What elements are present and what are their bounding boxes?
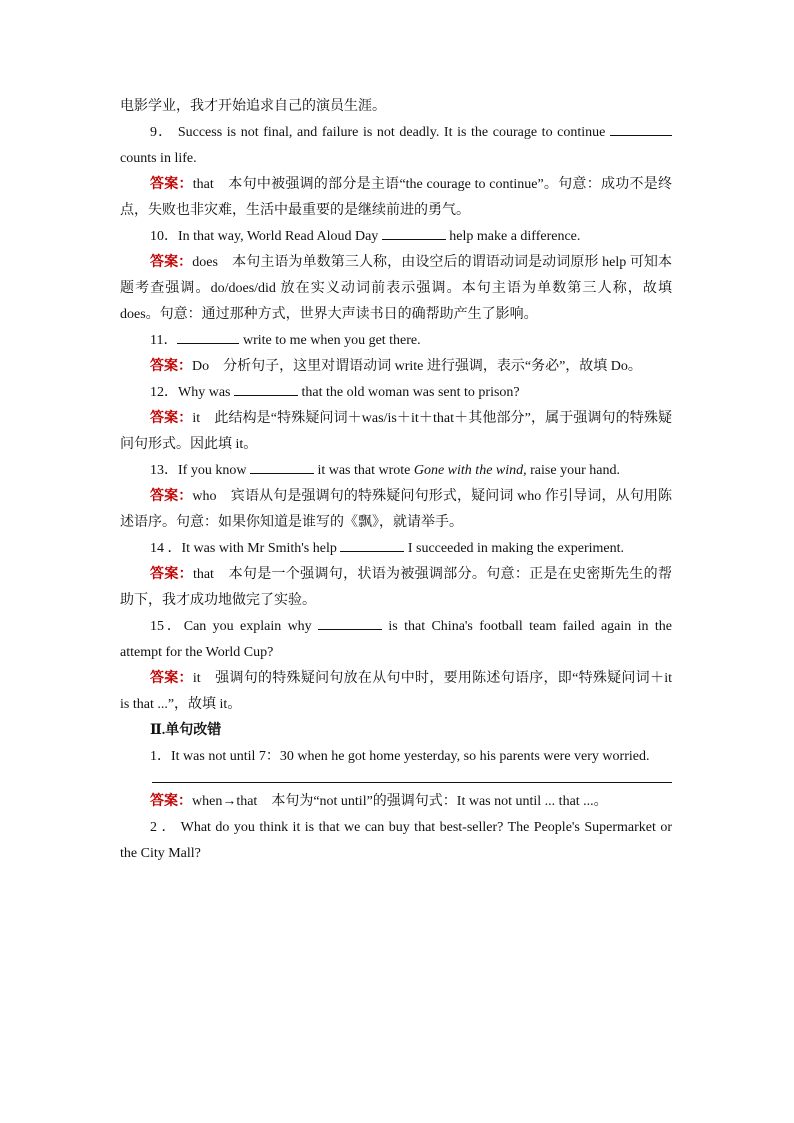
question-15-text-end: is that China's football team failed again in the attempt for the World Cup? [120, 619, 672, 660]
answer-10-text: does 本句主语为单数第三人称，由设空后的谓语动词是动词原形 help 可知本题考查强调。do/does/did 放在实义动词前表示强调。本句主语为单数第三人称，故填 does。句意：通过那种方式，世界大声读书日的确帮助产生了影响。 [120, 255, 673, 322]
question-15 [120, 614, 672, 666]
answer-blank [382, 224, 446, 240]
answer-label: 答案： [150, 671, 193, 686]
answer-blank [318, 614, 382, 630]
question-14-text: 14 ．It was with Mr Smith's help [150, 541, 341, 556]
question-13-text: 13．If you know [150, 463, 250, 478]
answer-blank [610, 120, 672, 136]
question-10 [120, 224, 672, 250]
book-title: Gone with the wind, [413, 463, 527, 478]
document-page [120, 94, 672, 867]
answer-blank [340, 536, 404, 552]
answer-9-text: that 本句中被强调的部分是主语“the courage to continue”。句意：成功不是终点，失败也非灾难，生活中最重要的是继续前进的勇气。 [120, 177, 673, 218]
answer-label: 答案： [150, 794, 192, 809]
section-heading: Ⅱ.单句改错 [150, 723, 222, 738]
answer-line [152, 782, 672, 783]
question-15-text: 15．Can you explain why [150, 619, 319, 634]
answer-13 [120, 484, 672, 536]
question-11-number: 11． [150, 333, 178, 348]
correction-1-answer-text: when→that 本句为“not until”的强调句式：It was not until ... that ...。 [192, 794, 608, 809]
answer-label: 答案： [150, 177, 193, 192]
answer-11 [120, 354, 672, 380]
question-14 [120, 536, 672, 562]
correction-1: 1．It was not until 7：30 when he got home yesterday, so his parents were very worried. [150, 749, 650, 764]
correction-2: 2 ． What do you think it is that we can buy that best-seller? The People's Supermarket or the City Mall? [120, 820, 672, 861]
question-12-text: 12．Why was [150, 385, 234, 400]
question-9 [120, 120, 672, 172]
correction-1-answer [120, 789, 672, 815]
answer-13-text: who 宾语从句是强调句的特殊疑问句形式，疑问词 who 作引导词，从句用陈述语序。句意：如果你知道是谁写的《飘》，就请举手。 [120, 489, 672, 530]
question-13-text-end: raise your hand. [526, 463, 620, 478]
question-10-text-end: help make a difference. [445, 229, 581, 244]
answer-blank [177, 328, 239, 344]
answer-label: 答案： [150, 489, 193, 504]
question-9-text-end: counts in life. [120, 151, 197, 166]
answer-label: 答案： [150, 411, 193, 426]
answer-blank [234, 380, 298, 396]
answer-blank [250, 458, 314, 474]
question-10-text: 10．In that way, World Read Aloud Day [150, 229, 382, 244]
question-13-text-mid: it was that wrote [313, 463, 414, 478]
answer-14 [120, 562, 672, 614]
answer-9 [120, 172, 672, 224]
question-11 [120, 328, 672, 354]
answer-label: 答案： [150, 567, 193, 582]
continued-line: 电影学业，我才开始追求自己的演员生涯。 [120, 99, 386, 114]
answer-12 [120, 406, 672, 458]
answer-15 [120, 666, 672, 718]
answer-14-text: that 本句是一个强调句，状语为被强调部分。句意：正是在史密斯先生的帮助下，我才成功地做完了实验。 [120, 567, 673, 608]
answer-12-text: it 此结构是“特殊疑问词＋was/is＋it＋that＋其他部分”，属于强调句的特殊疑问句形式。因此填 it。 [120, 411, 673, 452]
answer-10 [120, 250, 672, 328]
question-13 [120, 458, 672, 484]
question-9-text: 9． Success is not final, and failure is not deadly. It is the courage to continue [150, 125, 606, 140]
question-12-text-end: that the old woman was sent to prison? [298, 385, 520, 400]
question-12 [120, 380, 672, 406]
answer-11-text: Do 分析句子，这里对谓语动词 write 进行强调，表示“务必”，故填 Do。 [192, 359, 642, 374]
answer-15-text: it 强调句的特殊疑问句放在从句中时，要用陈述句语序，即“特殊疑问词＋it is that ...”，故填 it。 [120, 671, 673, 712]
answer-label: 答案： [150, 255, 193, 270]
question-14-text-end: I succeeded in making the experiment. [404, 541, 624, 556]
answer-label: 答案： [150, 359, 192, 374]
question-11-text: write to me when you get there. [239, 333, 421, 348]
